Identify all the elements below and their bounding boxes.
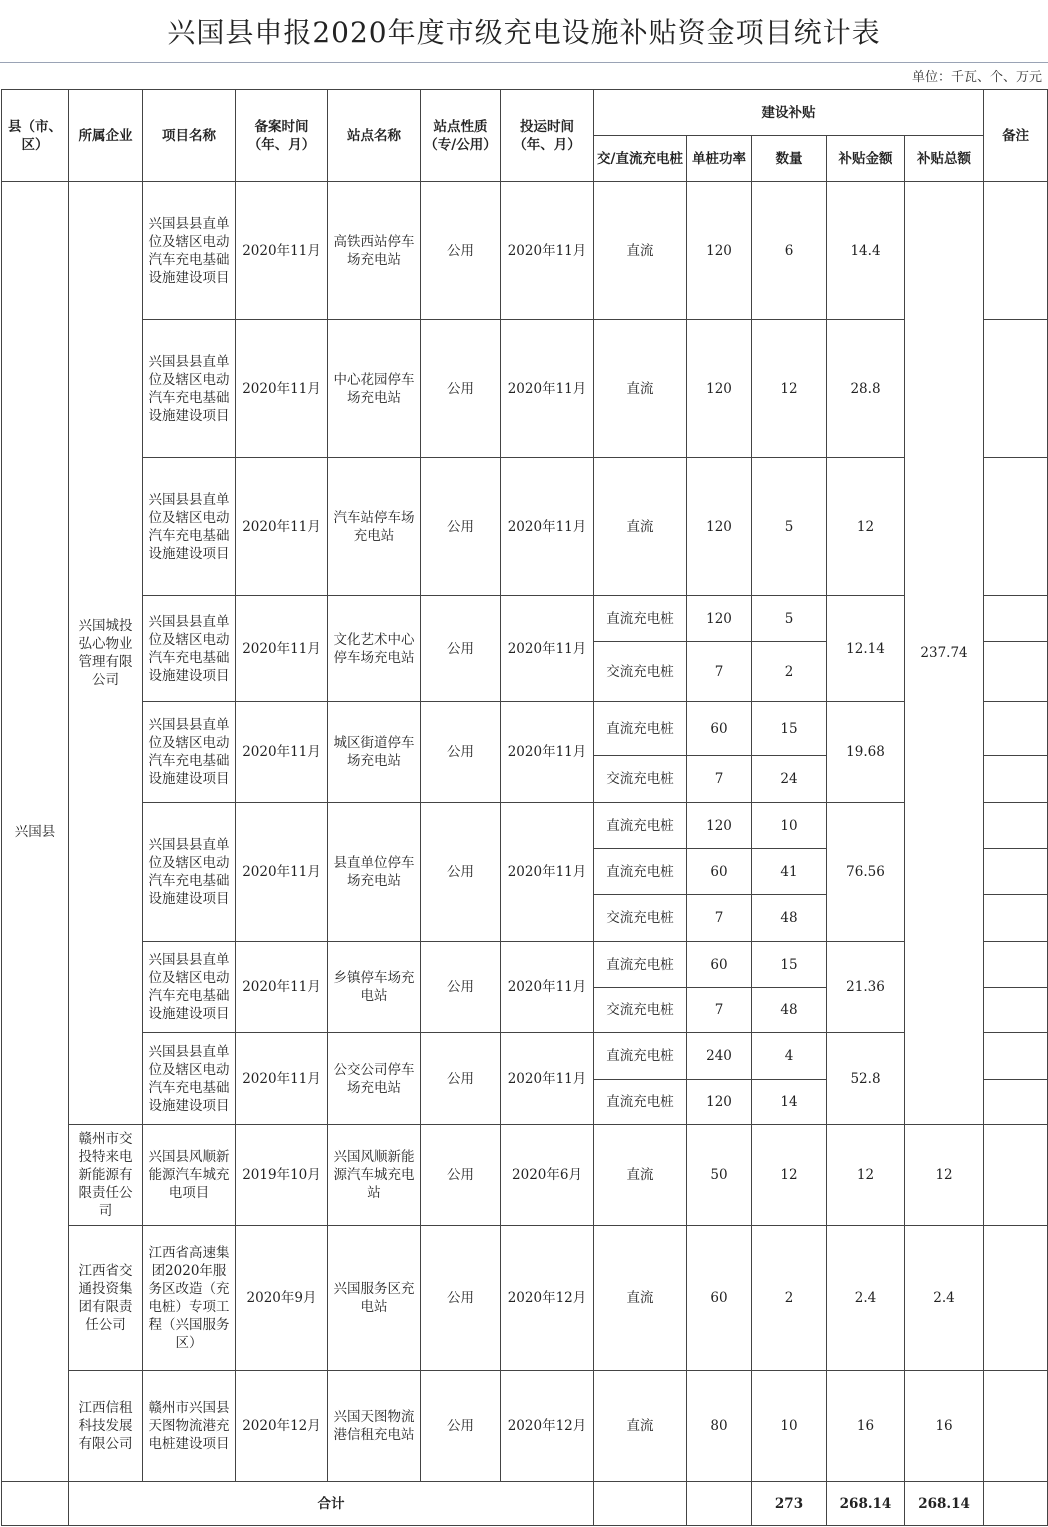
op-time-cell: 2020年6月 <box>501 1125 594 1226</box>
amount-cell: 2.4 <box>827 1226 905 1371</box>
op-time-cell: 2020年11月 <box>501 458 594 596</box>
pile-type-cell: 交流充电桩 <box>594 756 687 803</box>
remark-cell <box>984 1033 1048 1080</box>
nature-cell: 公用 <box>421 1226 501 1371</box>
record-time-cell: 2020年11月 <box>236 702 328 803</box>
sum-label: 合计 <box>69 1482 594 1526</box>
header-subsidy: 建设补贴 <box>594 90 984 136</box>
pile-type-cell: 交流充电桩 <box>594 642 687 702</box>
pile-type-cell: 直流充电桩 <box>594 1033 687 1080</box>
record-time-cell: 2020年11月 <box>236 596 328 702</box>
record-time-cell: 2020年11月 <box>236 320 328 458</box>
project-cell: 兴国县县直单位及辖区电动汽车充电基础设施建设项目 <box>143 942 236 1033</box>
nature-cell: 公用 <box>421 458 501 596</box>
project-cell: 兴国县县直单位及辖区电动汽车充电基础设施建设项目 <box>143 458 236 596</box>
amount-cell: 52.8 <box>827 1033 905 1125</box>
record-time-cell: 2020年11月 <box>236 458 328 596</box>
county-cell: 兴国县 <box>2 182 69 1482</box>
company-cell: 江西省交通投资集团有限责任公司 <box>69 1226 143 1371</box>
header-project: 项目名称 <box>143 90 236 182</box>
power-cell: 60 <box>687 849 752 895</box>
record-time-cell: 2020年11月 <box>236 942 328 1033</box>
table-row <box>2 1125 1048 1226</box>
amount-cell: 12 <box>827 458 905 596</box>
record-time-cell: 2020年11月 <box>236 182 328 320</box>
record-time-cell: 2020年11月 <box>236 1033 328 1125</box>
qty-cell: 10 <box>752 803 827 849</box>
header-remark: 备注 <box>984 90 1048 182</box>
op-time-cell: 2020年12月 <box>501 1371 594 1482</box>
power-cell: 60 <box>687 1226 752 1371</box>
qty-cell: 15 <box>752 942 827 988</box>
amount-cell: 28.8 <box>827 320 905 458</box>
table-row <box>2 458 1048 596</box>
sum-blank <box>687 1482 752 1526</box>
company-cell: 江西信租科技发展有限公司 <box>69 1371 143 1482</box>
power-cell: 7 <box>687 756 752 803</box>
table-row <box>2 1371 1048 1482</box>
total-cell: 2.4 <box>905 1226 984 1371</box>
record-time-cell: 2020年9月 <box>236 1226 328 1371</box>
table-row <box>2 596 1048 642</box>
company-cell: 赣州市交投特来电新能源有限责任公司 <box>69 1125 143 1226</box>
nature-cell: 公用 <box>421 596 501 702</box>
remark-cell <box>984 320 1048 458</box>
amount-cell: 16 <box>827 1371 905 1482</box>
amount-cell: 21.36 <box>827 942 905 1033</box>
remark-cell <box>984 458 1048 596</box>
station-cell: 兴国风顺新能源汽车城充电站 <box>328 1125 421 1226</box>
nature-cell: 公用 <box>421 1125 501 1226</box>
table-row <box>2 1033 1048 1080</box>
subsidy-table <box>1 89 1048 1526</box>
project-cell: 兴国县县直单位及辖区电动汽车充电基础设施建设项目 <box>143 182 236 320</box>
station-cell: 县直单位停车场充电站 <box>328 803 421 942</box>
table-row <box>2 320 1048 458</box>
pile-type-cell: 直流充电桩 <box>594 803 687 849</box>
power-cell: 80 <box>687 1371 752 1482</box>
station-cell: 高铁西站停车场充电站 <box>328 182 421 320</box>
station-cell: 汽车站停车场充电站 <box>328 458 421 596</box>
qty-cell: 12 <box>752 1125 827 1226</box>
project-cell: 兴国县县直单位及辖区电动汽车充电基础设施建设项目 <box>143 702 236 803</box>
pile-type-cell: 直流 <box>594 320 687 458</box>
station-cell: 中心花园停车场充电站 <box>328 320 421 458</box>
pile-type-cell: 直流 <box>594 182 687 320</box>
nature-cell: 公用 <box>421 182 501 320</box>
pile-type-cell: 直流充电桩 <box>594 1080 687 1125</box>
header-qty: 数量 <box>752 136 827 182</box>
remark-cell <box>984 1226 1048 1371</box>
pile-type-cell: 交流充电桩 <box>594 988 687 1033</box>
power-cell: 240 <box>687 1033 752 1080</box>
pile-type-cell: 直流充电桩 <box>594 702 687 756</box>
table-row <box>2 1226 1048 1371</box>
remark-cell <box>984 1371 1048 1482</box>
total-cell: 12 <box>905 1125 984 1226</box>
page-title: 兴国县申报2020年度市级充电设施补贴资金项目统计表 <box>0 0 1048 63</box>
sum-qty: 273 <box>752 1482 827 1526</box>
op-time-cell: 2020年11月 <box>501 803 594 942</box>
nature-cell: 公用 <box>421 1371 501 1482</box>
total-cell: 237.74 <box>905 182 984 1125</box>
remark-cell <box>984 642 1048 702</box>
qty-cell: 10 <box>752 1371 827 1482</box>
op-time-cell: 2020年11月 <box>501 320 594 458</box>
table-row <box>2 702 1048 756</box>
qty-cell: 48 <box>752 895 827 942</box>
qty-cell: 2 <box>752 642 827 702</box>
remark-cell <box>984 756 1048 803</box>
power-cell: 7 <box>687 642 752 702</box>
op-time-cell: 2020年11月 <box>501 182 594 320</box>
station-cell: 公交公司停车场充电站 <box>328 1033 421 1125</box>
project-cell: 兴国县风顺新能源汽车城充电项目 <box>143 1125 236 1226</box>
station-cell: 文化艺术中心停车场充电站 <box>328 596 421 702</box>
header-amount: 补贴金额 <box>827 136 905 182</box>
qty-cell: 4 <box>752 1033 827 1080</box>
sum-blank <box>984 1482 1048 1526</box>
header-county: 县（市、区） <box>2 90 69 182</box>
header-op-time: 投运时间（年、月） <box>501 90 594 182</box>
remark-cell <box>984 1080 1048 1125</box>
qty-cell: 5 <box>752 596 827 642</box>
project-cell: 兴国县县直单位及辖区电动汽车充电基础设施建设项目 <box>143 596 236 702</box>
op-time-cell: 2020年11月 <box>501 1033 594 1125</box>
qty-cell: 48 <box>752 988 827 1033</box>
amount-cell: 76.56 <box>827 803 905 942</box>
nature-cell: 公用 <box>421 702 501 803</box>
power-cell: 120 <box>687 596 752 642</box>
nature-cell: 公用 <box>421 1033 501 1125</box>
header-station: 站点名称 <box>328 90 421 182</box>
pile-type-cell: 直流充电桩 <box>594 942 687 988</box>
amount-cell: 19.68 <box>827 702 905 803</box>
record-time-cell: 2019年10月 <box>236 1125 328 1226</box>
power-cell: 120 <box>687 320 752 458</box>
sum-amount: 268.14 <box>827 1482 905 1526</box>
op-time-cell: 2020年11月 <box>501 942 594 1033</box>
power-cell: 60 <box>687 702 752 756</box>
nature-cell: 公用 <box>421 803 501 942</box>
record-time-cell: 2020年11月 <box>236 803 328 942</box>
table-row <box>2 182 1048 320</box>
station-cell: 乡镇停车场充电站 <box>328 942 421 1033</box>
header-power: 单桩功率 <box>687 136 752 182</box>
pile-type-cell: 直流 <box>594 1125 687 1226</box>
amount-cell: 12 <box>827 1125 905 1226</box>
pile-type-cell: 直流 <box>594 1371 687 1482</box>
table-row <box>2 942 1048 988</box>
unit-note: 单位：千瓦、个、万元 <box>911 70 1042 85</box>
power-cell: 120 <box>687 1080 752 1125</box>
pile-type-cell: 直流 <box>594 458 687 596</box>
qty-cell: 5 <box>752 458 827 596</box>
project-cell: 江西省高速集团2020年服务区改造（充电桩）专项工程（兴国服务区） <box>143 1226 236 1371</box>
header-nature: 站点性质（专/公用） <box>421 90 501 182</box>
remark-cell <box>984 702 1048 756</box>
pile-type-cell: 直流充电桩 <box>594 849 687 895</box>
project-cell: 兴国县县直单位及辖区电动汽车充电基础设施建设项目 <box>143 320 236 458</box>
nature-cell: 公用 <box>421 942 501 1033</box>
power-cell: 120 <box>687 458 752 596</box>
remark-cell <box>984 596 1048 642</box>
qty-cell: 6 <box>752 182 827 320</box>
remark-cell <box>984 895 1048 942</box>
header-total: 补贴总额 <box>905 136 984 182</box>
amount-cell: 14.4 <box>827 182 905 320</box>
power-cell: 120 <box>687 803 752 849</box>
qty-cell: 14 <box>752 1080 827 1125</box>
station-cell: 兴国天图物流港信租充电站 <box>328 1371 421 1482</box>
op-time-cell: 2020年11月 <box>501 596 594 702</box>
pile-type-cell: 直流 <box>594 1226 687 1371</box>
table-row <box>2 1482 1048 1526</box>
qty-cell: 15 <box>752 702 827 756</box>
power-cell: 7 <box>687 895 752 942</box>
op-time-cell: 2020年12月 <box>501 1226 594 1371</box>
qty-cell: 12 <box>752 320 827 458</box>
total-cell: 16 <box>905 1371 984 1482</box>
remark-cell <box>984 803 1048 849</box>
nature-cell: 公用 <box>421 320 501 458</box>
op-time-cell: 2020年11月 <box>501 702 594 803</box>
company-cell: 兴国城投弘心物业管理有限公司 <box>69 182 143 1125</box>
power-cell: 7 <box>687 988 752 1033</box>
project-cell: 兴国县县直单位及辖区电动汽车充电基础设施建设项目 <box>143 803 236 942</box>
station-cell: 兴国服务区充电站 <box>328 1226 421 1371</box>
remark-cell <box>984 988 1048 1033</box>
header-pile-type: 交/直流充电桩 <box>594 136 687 182</box>
sum-blank <box>2 1482 69 1526</box>
remark-cell <box>984 1125 1048 1226</box>
project-cell: 兴国县县直单位及辖区电动汽车充电基础设施建设项目 <box>143 1033 236 1125</box>
sum-total: 268.14 <box>905 1482 984 1526</box>
pile-type-cell: 直流充电桩 <box>594 596 687 642</box>
header-record-time: 备案时间（年、月） <box>236 90 328 182</box>
station-cell: 城区街道停车场充电站 <box>328 702 421 803</box>
project-cell: 赣州市兴国县天图物流港充电桩建设项目 <box>143 1371 236 1482</box>
pile-type-cell: 交流充电桩 <box>594 895 687 942</box>
table-row <box>2 803 1048 849</box>
qty-cell: 2 <box>752 1226 827 1371</box>
remark-cell <box>984 849 1048 895</box>
amount-cell: 12.14 <box>827 596 905 702</box>
remark-cell <box>984 182 1048 320</box>
power-cell: 120 <box>687 182 752 320</box>
remark-cell <box>984 942 1048 988</box>
record-time-cell: 2020年12月 <box>236 1371 328 1482</box>
power-cell: 60 <box>687 942 752 988</box>
sum-blank <box>594 1482 687 1526</box>
qty-cell: 41 <box>752 849 827 895</box>
qty-cell: 24 <box>752 756 827 803</box>
power-cell: 50 <box>687 1125 752 1226</box>
header-company: 所属企业 <box>69 90 143 182</box>
